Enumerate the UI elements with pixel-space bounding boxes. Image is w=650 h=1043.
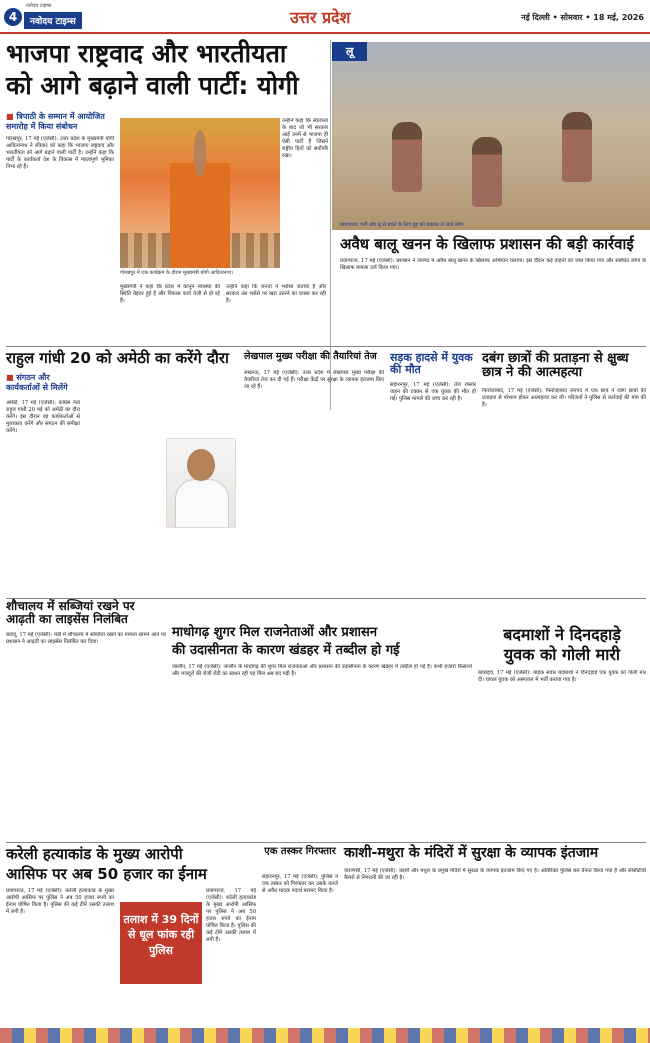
kareli-body: प्रयागराज, 17 मई (एजेंसी): करेली हत्याकांड के मुख्य आरोपी आसिफ पर पुलिस ने अब 50 हजार रुपये का ईनाम घोषित किया है। पुलिस की कई टीमें उसकी तलाश में लगी हैं। — [6, 888, 114, 915]
badmash-body: बहराइच, 17 मई (एजेंसी): बाइक सवार बदमाशों ने दिनदहाड़े एक युवक को गोली मार दी। घायल युवक को अस्पताल में भर्ती कराया गया है। — [478, 670, 646, 683]
taskar-headline: एक तस्कर गिरफ्तार — [264, 846, 336, 857]
accident-headline: सड़क हादसे में युवक की मौत — [390, 351, 473, 377]
footer-color-bar — [0, 1028, 650, 1043]
badmash-headline-line2: युवक को गोली मारी — [503, 645, 621, 664]
kashi-headline: काशी-मथुरा के मंदिरों में सुरक्षा के व्यापक इंतजाम — [344, 845, 599, 861]
speaker-figure — [170, 128, 230, 268]
shirt-shape — [175, 479, 229, 528]
head-shape — [187, 449, 215, 481]
section-name: उत्तर प्रदेश — [290, 8, 351, 27]
kashi-body: वाराणसी, 17 मई (एजेंसी): काशी और मथुरा के प्रमुख मंदिरों में सुरक्षा के व्यापक इंतजाम किए गए हैं। अतिरिक्त पुलिस बल तैनात किया गया है और सीसीटीवी कैमरों से निगरानी की जा रही है। — [344, 868, 646, 881]
yogi-photo-caption: गोरखपुर में एक कार्यक्रम के दौरान मुख्यमंत्री योगी आदित्यनाथ। — [120, 270, 233, 276]
lead-body-col1: गोरखपुर, 17 मई (एजेंसी): उत्तर प्रदेश के मुख्यमंत्री योगी आदित्यनाथ ने रविवार को कहा कि भाजपा राष्ट्रवाद और भारतीयता को आगे बढ़ाने वाली पार्टी है। उन्होंने कहा कि पार्टी के कार्यकर्ता देश के विकास में महत्वपूर्ण भूमिका निभा रहे हैं। — [6, 136, 114, 170]
accident-body: सहारनपुर, 17 मई (एजेंसी): तेज रफ्तार वाहन की टक्कर से एक युवक की मौत हो गई। पुलिस मामले की जांच कर रही है। — [390, 382, 476, 402]
person-shape — [392, 122, 422, 192]
yogi-photo — [120, 118, 280, 268]
lead-headline-line1: भाजपा राष्ट्रवाद और भारतीयता — [6, 39, 287, 68]
masthead — [0, 0, 650, 34]
dateline: नई दिल्ली • सोमवार • 18 मई, 2026 — [521, 13, 644, 22]
dabang-headline: दबंग छात्रों की प्रताड़ना से क्षुब्ध छात्र ने की आत्महत्या — [482, 351, 629, 381]
exam-body: लखनऊ, 17 मई (एजेंसी): उत्तर प्रदेश में लेखपाल मुख्य परीक्षा की तैयारियां तेज कर दी गई हैं। परीक्षा केंद्रों पर सुरक्षा के व्यापक इंतजाम किए जा रहे हैं। — [244, 370, 384, 390]
exam-headline: लेखपाल मुख्य परीक्षा की तैयारियां तेज — [244, 351, 377, 362]
loo-photo — [332, 42, 650, 230]
badmash-headline-line1: बदमाशों ने दिनदहाड़े — [503, 625, 621, 644]
person-shape — [562, 112, 592, 182]
page-number: 4 — [4, 8, 22, 26]
section-rule — [6, 842, 646, 843]
paper-name: नवोदय टाइम्स — [24, 12, 82, 29]
lead-kicker: ■ त्रिपाठी के सम्मान में आयोजित समारोह में किया संबोधन — [6, 112, 116, 131]
section-rule — [6, 346, 646, 347]
loo-caption: प्रयागराज: गर्मी और लू से बचने के लिए मुंह को ढककर ले जाते लोग। — [340, 222, 465, 228]
lead-headline-line2: को आगे बढ़ाने वाली पार्टी: योगी — [6, 71, 299, 100]
rahul-body: अमेठी, 17 मई (एजेंसी): कांग्रेस नेता राहुल गांधी 20 मई को अमेठी का दौरा करेंगे। इस दौरान वह कार्यकर्ताओं से मुलाकात करेंगे और संगठन की समीक्षा करेंगे। — [6, 400, 80, 434]
loo-tag: लू — [332, 42, 367, 61]
person-shape — [472, 137, 502, 207]
kareli-headline-line1: करेली हत्याकांड के मुख्य आरोपी — [6, 845, 183, 863]
dabang-body: फिरोजाबाद, 17 मई (एजेंसी): फिरोजाबाद जनपद में एक छात्र ने दबंग छात्रों की प्रताड़ना से परेशान होकर आत्महत्या कर ली। परिजनों ने पुलिस से कार्रवाई की मांग की है। — [482, 388, 646, 408]
kareli-headline-line2: आसिफ पर अब 50 हजार का ईनाम — [6, 865, 207, 883]
sugar-body: जालौन, 17 मई (एजेंसी): जालौन के माधोगढ़ की शुगर मिल राजनेताओं और प्रशासन की उदासीनता के कारण खंडहर में तब्दील हो गई है। कभी हजारों किसानों और मजदूरों की रोजी रोटी का साधन रही यह मिल अब बंद पड़ी है। — [172, 664, 472, 677]
lead-body-col4: उन्होंने कहा कि जनता ने भरोसा जताया है और सरकार उस भरोसे पर खरा उतरने का प्रयास कर रही है। — [226, 284, 326, 304]
kareli-highlight: तलाश में 39 दिनों से धूल फांक रही पुलिस — [120, 902, 202, 984]
rahul-kicker: ■ संगठन और कार्यकर्ताओं से मिलेंगे — [6, 373, 86, 392]
rahul-photo — [166, 438, 236, 528]
sugar-headline-line2: की उदासीनता के कारण खंडहर में तब्दील हो गई — [172, 643, 400, 658]
shauchalay-body: बदायूं, 17 मई (एजेंसी): मंडी में शौचालय में सब्जियां रखने का मामला सामने आने पर प्रशासन ने आढ़ती का लाइसेंस निलंबित कर दिया। — [6, 632, 166, 645]
paper-name-small: नवोदय टाइम्स — [26, 3, 52, 9]
taskar-body: सहारनपुर, 17 मई (एजेंसी): पुलिस ने एक तस्कर को गिरफ्तार कर उसके कब्जे से अवैध मादक पदार्थ बरामद किया है। — [262, 874, 338, 894]
shauchalay-headline: शौचालय में सब्जियां रखने पर आढ़ती का लाइसेंस निलंबित — [6, 599, 135, 627]
lead-body-col3: मुख्यमंत्री ने कहा कि प्रदेश में कानून व्यवस्था की स्थिति बेहतर हुई है और विकास कार्य तेजी से हो रहे हैं। — [120, 284, 220, 304]
kareli-body-col2: प्रयागराज, 17 मई (एजेंसी): करेली हत्याकांड के मुख्य आरोपी आसिफ पर पुलिस ने अब 50 हजार रुपये का ईनाम घोषित किया है। पुलिस की कई टीमें उसकी तलाश में लगी हैं। — [206, 888, 256, 943]
lead-body-col2: उन्होंने कहा कि स्वतंत्रता के बाद जो भी सरकार आई उनमें से भाजपा ही ऐसी पार्टी है जिसने राष्ट्रीय हितों को सर्वोपरि रखा। — [282, 118, 328, 159]
balu-headline: अवैध बालू खनन के खिलाफ प्रशासन की बड़ी कार्रवाई — [340, 235, 634, 253]
rahul-headline: राहुल गांधी 20 को अमेठी का करेंगे दौरा — [6, 349, 229, 367]
sugar-headline-line1: माधोगढ़ शुगर मिल राजनेताओं और प्रशासन — [172, 625, 378, 640]
balu-body: प्रयागराज, 17 मई (एजेंसी): प्रशासन ने जनपद में अवैध बालू खनन के खिलाफ अभियान चलाया। इस दौरान कई वाहनों को जब्त किया गया और संबंधित लोगों के खिलाफ मामला दर्ज किया गया। — [340, 258, 646, 271]
